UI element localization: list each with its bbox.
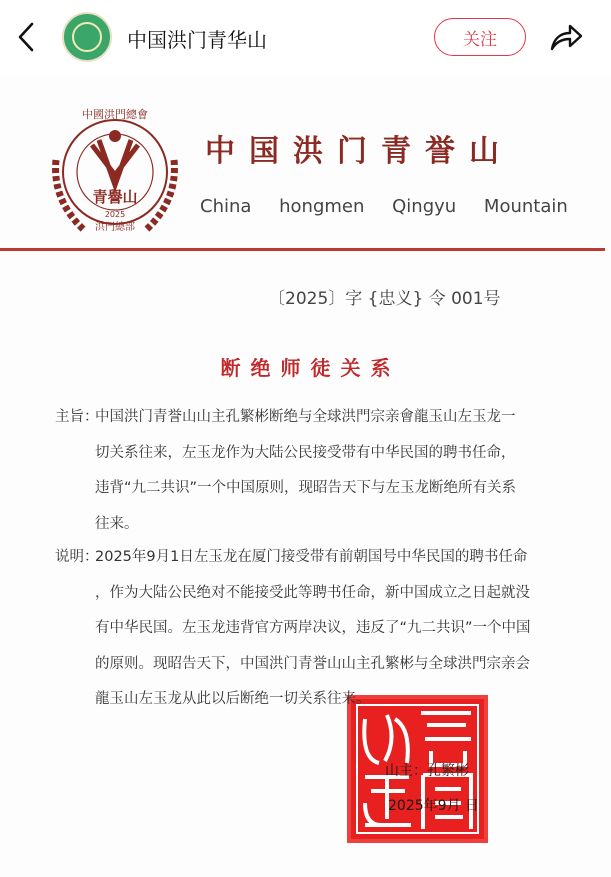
org-english-name: China hongmen Qingyu Mountain [200, 196, 568, 217]
top-bar [0, 0, 611, 75]
org-logo [44, 100, 186, 245]
org-title: 中国洪门青誉山 [205, 134, 513, 169]
purpose-line: 中国洪门青誉山山主孔繁彬断绝与全球洪門宗亲會龍玉山左玉龙一 [95, 409, 516, 425]
share-button[interactable] [548, 20, 584, 54]
svg-text:2025: 2025 [104, 210, 126, 219]
purpose-line: 切关系往来，左玉龙作为大陆公民接受带有中华民国的聘书任命， [95, 444, 516, 461]
explanation-line: 龍玉山左玉龙从此以后断绝一切关系往来。 [95, 691, 371, 707]
signer: 山主：孔繁彬 [385, 763, 469, 779]
back-button[interactable] [12, 20, 42, 54]
purpose-line: 违背“九二共识”一个中国原则，现昭告天下与左玉龙断绝所有关系 [95, 480, 517, 496]
purpose-label: 主旨： [55, 409, 99, 425]
explanation-line: 有中华民国。左玉龙违背官方两岸决议，违反了“九二共识”一个中国 [95, 620, 531, 636]
explanation-label: 说明： [55, 549, 99, 565]
follow-button[interactable]: 关注 [434, 18, 526, 56]
svg-text:中國洪門總會: 中國洪門總會 [82, 108, 148, 121]
svg-text:青譽山: 青譽山 [92, 188, 138, 206]
share-icon [548, 20, 584, 54]
chevron-left-icon [12, 20, 42, 54]
explanation-line: 的原则。现昭告天下，中国洪门青誉山山主孔繁彬与全球洪門宗亲会 [95, 655, 530, 672]
account-name[interactable]: 中国洪门青华山 [127, 28, 267, 52]
document-number: 〔2025〕字 {忠义} 令 001号 [268, 289, 501, 309]
document-heading: 断绝师徒关系 [220, 356, 401, 380]
avatar[interactable] [62, 12, 112, 62]
signing-date: 2025年9月 日 [388, 798, 479, 814]
explanation-line: 2025年9月1日左玉龙在厦门接受带有前朝国号中华民国的聘书任命 [95, 549, 528, 565]
purpose-section [55, 400, 516, 542]
explanation-section [55, 540, 531, 718]
svg-text:洪門總部: 洪門總部 [95, 222, 135, 233]
purpose-line: 往来。 [95, 515, 139, 532]
explanation-line: ，作为大陆公民绝对不能接受此等聘书任命，新中国成立之日起就没 [95, 584, 530, 601]
header-divider [0, 248, 605, 251]
